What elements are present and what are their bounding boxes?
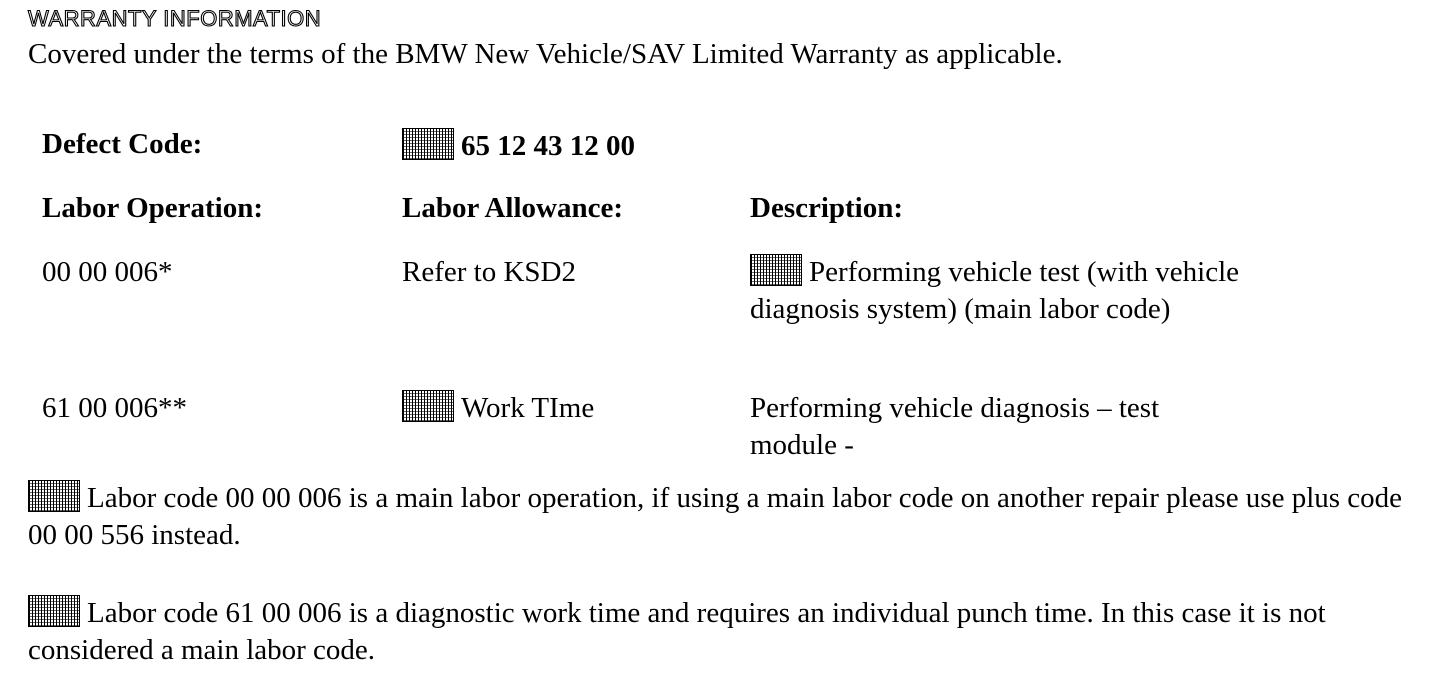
marker-icon	[28, 480, 80, 512]
defect-code-label: Defect Code:	[42, 128, 203, 160]
row-2-allowance-text: Work TIme	[461, 392, 595, 424]
row-1-allowance: Refer to KSD2	[402, 256, 576, 288]
row-1-description-text: Performing vehicle test (with vehicle diagnosis system) (main labor code)	[750, 256, 1240, 325]
marker-icon	[750, 254, 802, 286]
note-2	[28, 595, 1428, 669]
row-2-allowance	[402, 390, 594, 427]
note-2-text: Labor code 61 00 006 is a diagnostic work time and requires an individual punch time. In this case it is not considered a main labor code.	[28, 597, 1326, 666]
row-2-operation: 61 00 006**	[42, 392, 187, 424]
marker-icon	[402, 390, 454, 422]
defect-code-value	[402, 128, 635, 163]
warranty-intro: Covered under the terms of the BMW New Vehicle/SAV Limited Warranty as applicable.	[28, 38, 1063, 70]
note-1-text: Labor code 00 00 006 is a main labor operation, if using a main labor code on another repair please use plus code 00 00 556 instead.	[28, 482, 1403, 551]
description-header: Description:	[750, 192, 904, 224]
marker-icon	[28, 595, 80, 627]
note-1	[28, 480, 1428, 554]
row-1-description	[750, 254, 1280, 328]
section-heading: WARRANTY INFORMATION	[28, 6, 322, 31]
labor-allowance-header: Labor Allowance:	[402, 192, 623, 224]
row-2-description: Performing vehicle diagnosis – test module -	[750, 392, 1160, 461]
labor-operation-header: Labor Operation:	[42, 192, 263, 224]
defect-code-text: 65 12 43 12 00	[461, 130, 635, 162]
row-1-operation: 00 00 006*	[42, 256, 173, 288]
marker-icon	[402, 128, 454, 160]
